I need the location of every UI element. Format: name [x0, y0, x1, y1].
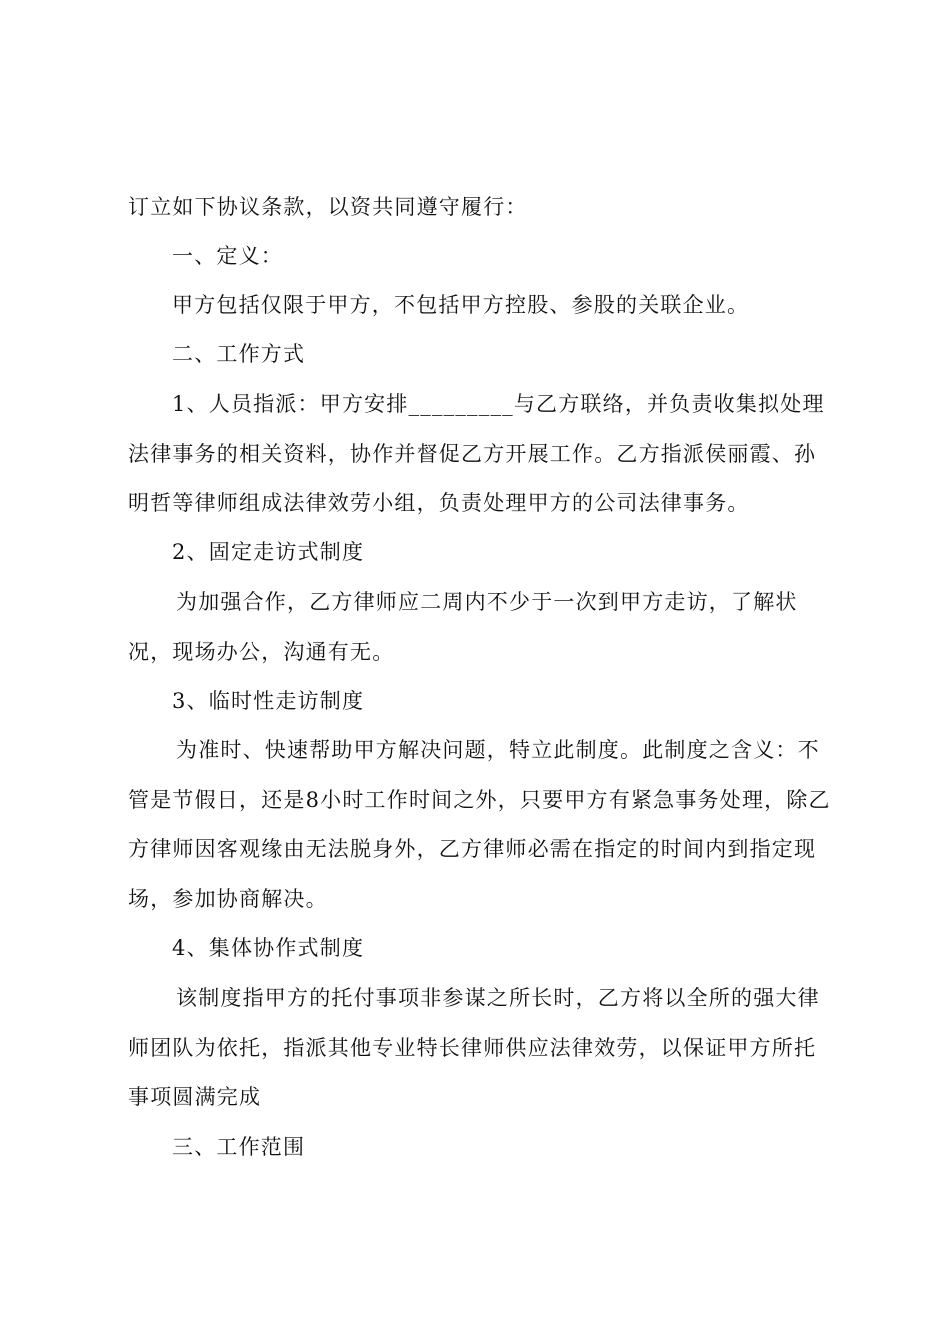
- definition-paragraph: 甲方包括仅限于甲方，不包括甲方控股、参股的关联企业。: [172, 293, 750, 317]
- subheading-regular-visit: 2、固定走访式制度: [172, 540, 365, 564]
- collective-cooperation-paragraph: 该制度指甲方的托付事项非参谋之所长时，乙方将以全所的强大律师团队为依托，指派其他专业特长律师供应法律效劳，以保证甲方所托事项圆满完成: [128, 986, 820, 1109]
- regular-visit-paragraph: 为加强合作，乙方律师应二周内不少于一次到甲方走访，了解状况，现场办公，沟通有无。: [128, 590, 798, 664]
- temporary-visit-paragraph: 为准时、快速帮助甲方解决问题，特立此制度。此制度之含义：不管是节假日，还是8小时工作时间之外，只要甲方有紧急事务处理，除乙方律师因客观缘由无法脱身外，乙方律师必需在指定的时间内到指定现场，参加协商解决。: [128, 738, 831, 911]
- subheading-temporary-visit: 3、临时性走访制度: [172, 689, 365, 713]
- intro-paragraph: 订立如下协议条款，以资共同遵守履行：: [128, 195, 528, 219]
- section-heading-work-method: 二、工作方式: [172, 342, 306, 366]
- subheading-collective-cooperation: 4、集体协作式制度: [172, 936, 365, 960]
- section-heading-work-scope: 三、工作范围: [172, 1135, 306, 1159]
- personnel-assignment-paragraph: 1、人员指派：甲方安排_________与乙方联络，并负责收集拟处理法律事务的相关资料，协作并督促乙方开展工作。乙方指派侯丽霞、孙明哲等律师组成法律效劳小组，负责处理甲方的公司法律事务。: [128, 392, 825, 515]
- section-heading-definition: 一、定义：: [172, 244, 283, 268]
